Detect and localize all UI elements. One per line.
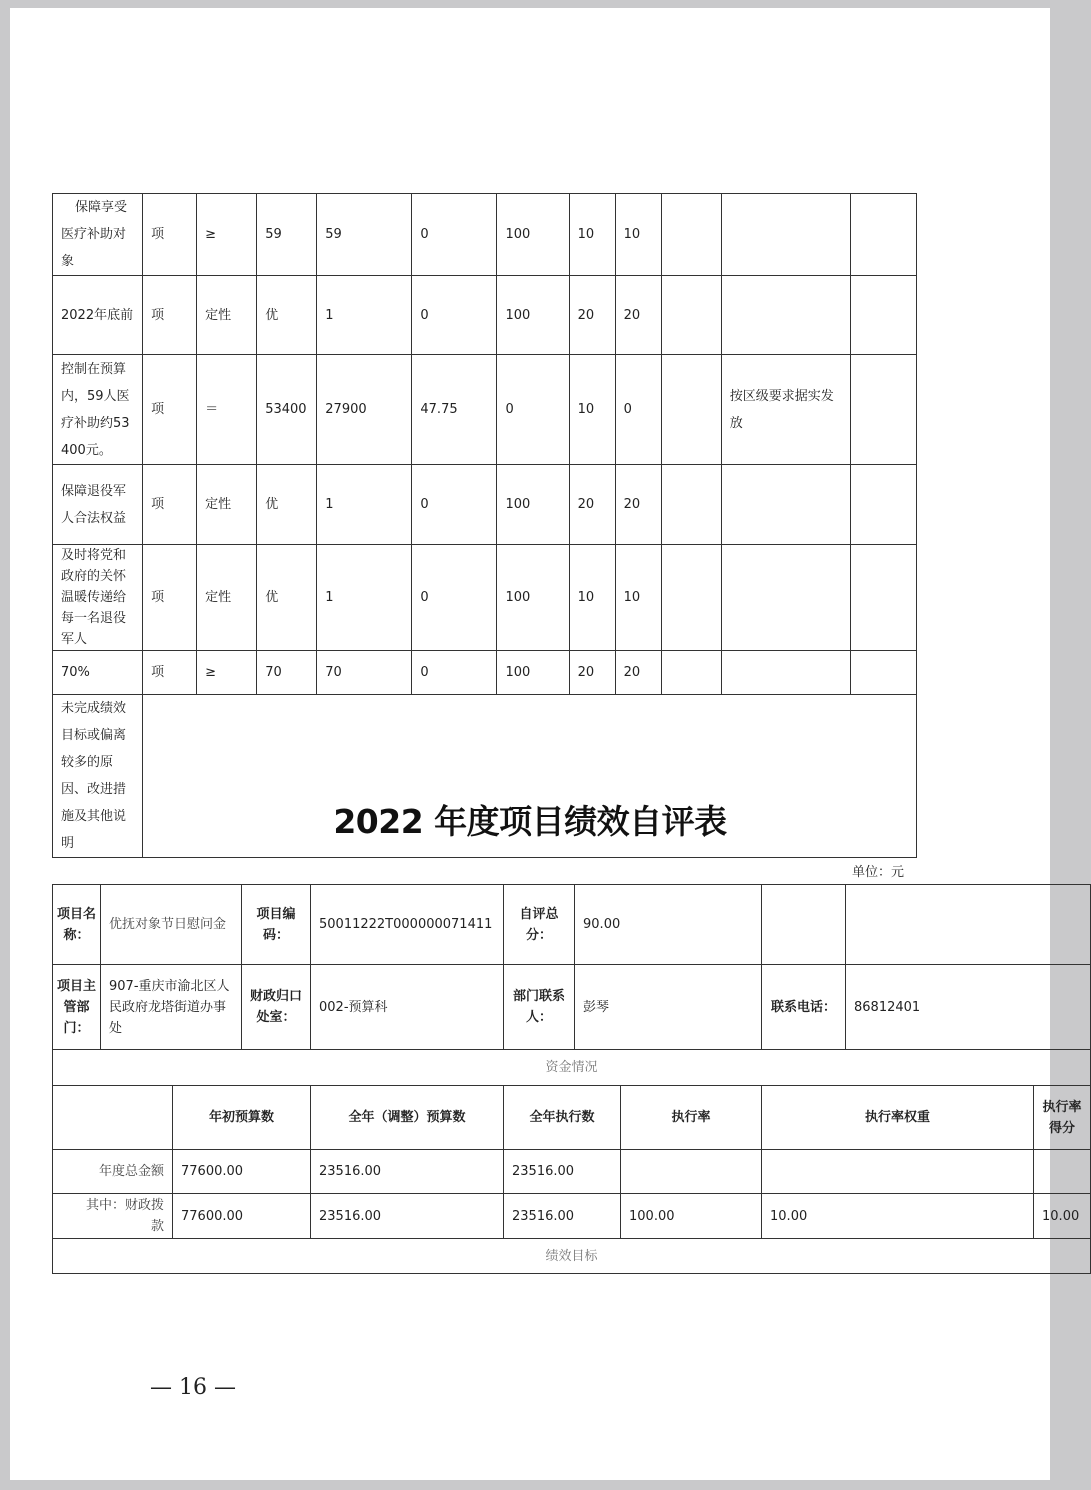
col-header-weight: 执行率权重	[762, 1086, 1034, 1150]
indicator-col12-cell	[850, 194, 916, 276]
indicator-col10-cell	[661, 465, 721, 545]
dept-label: 项目主管部门：	[53, 965, 101, 1050]
contact-value: 彭琴	[575, 965, 762, 1050]
indicator-col12-cell	[850, 651, 916, 695]
perf-section-header: 绩效目标	[53, 1239, 1091, 1274]
indicator-rate-cell: 100	[497, 194, 569, 276]
indicator-row	[53, 276, 917, 355]
indicator-rate-cell: 100	[497, 651, 569, 695]
funds-header-row	[53, 1086, 1091, 1150]
indicator-row	[53, 465, 917, 545]
indicator-unit-cell: 项	[143, 545, 197, 651]
indicator-weight-cell: 10	[569, 194, 615, 276]
indicator-actual-cell: 59	[317, 194, 412, 276]
funds-score: 10.00	[1034, 1194, 1091, 1239]
indicator-row	[53, 194, 917, 276]
indicator-deviation-cell: 0	[412, 465, 497, 545]
indicator-score-cell: 20	[615, 465, 661, 545]
indicator-rate-cell: 100	[497, 276, 569, 355]
indicator-name-cell: 保障退役军人合法权益	[53, 465, 143, 545]
indicator-rate-cell: 100	[497, 465, 569, 545]
indicator-target-cell: 优	[257, 465, 317, 545]
indicator-col12-cell	[850, 545, 916, 651]
funds-section-header: 资金情况	[53, 1050, 1091, 1086]
indicator-deviation-cell: 0	[412, 194, 497, 276]
indicator-row	[53, 651, 917, 695]
empty-cell	[846, 885, 1091, 965]
self-evaluation-form	[52, 884, 1091, 1274]
indicator-reason-cell: 按区级要求据实发放	[721, 355, 850, 465]
department-row	[53, 965, 1091, 1050]
empty-cell	[53, 1086, 173, 1150]
indicator-row	[53, 355, 917, 465]
funds-initial: 77600.00	[173, 1150, 311, 1194]
indicator-score-cell: 20	[615, 651, 661, 695]
indicator-col10-cell	[661, 545, 721, 651]
self-score-label: 自评总分：	[504, 885, 575, 965]
indicator-row	[53, 545, 917, 651]
funds-weight: 10.00	[762, 1194, 1034, 1239]
funds-executed: 23516.00	[504, 1194, 621, 1239]
indicator-name-cell: 控制在预算内，59人医疗补助约53400元。	[53, 355, 143, 465]
indicator-actual-cell: 1	[317, 276, 412, 355]
indicator-reason-cell	[721, 276, 850, 355]
finance-office-label: 财政归口处室：	[242, 965, 311, 1050]
indicator-op-cell: 定性	[197, 545, 257, 651]
indicator-weight-cell: 20	[569, 276, 615, 355]
indicator-col12-cell	[850, 355, 916, 465]
indicator-weight-cell: 10	[569, 355, 615, 465]
indicator-weight-cell: 10	[569, 545, 615, 651]
indicator-unit-cell: 项	[143, 276, 197, 355]
funds-row-label: 年度总金额	[53, 1150, 173, 1194]
indicator-target-cell: 70	[257, 651, 317, 695]
project-code-value: 50011222T000000071411	[311, 885, 504, 965]
indicator-actual-cell: 70	[317, 651, 412, 695]
indicator-op-cell: ≥	[197, 194, 257, 276]
indicator-unit-cell: 项	[143, 465, 197, 545]
indicator-op-cell: ≥	[197, 651, 257, 695]
indicator-col10-cell	[661, 194, 721, 276]
indicator-target-cell: 优	[257, 545, 317, 651]
funds-exec-rate	[621, 1150, 762, 1194]
col-header-executed: 全年执行数	[504, 1086, 621, 1150]
indicator-target-cell: 53400	[257, 355, 317, 465]
indicator-op-cell: 定性	[197, 465, 257, 545]
phone-label: 联系电话：	[762, 965, 846, 1050]
indicator-rate-cell: 100	[497, 545, 569, 651]
indicator-reason-cell	[721, 194, 850, 276]
indicator-deviation-cell: 0	[412, 276, 497, 355]
indicator-score-cell: 20	[615, 276, 661, 355]
indicator-actual-cell: 1	[317, 545, 412, 651]
funds-initial: 77600.00	[173, 1194, 311, 1239]
funds-executed: 23516.00	[504, 1150, 621, 1194]
funds-row-total	[53, 1150, 1091, 1194]
form-title: 2022 年度项目绩效自评表	[333, 802, 727, 841]
funds-weight	[762, 1150, 1034, 1194]
indicator-actual-cell: 1	[317, 465, 412, 545]
indicator-deviation-cell: 0	[412, 651, 497, 695]
indicator-name-cell: 保障享受医疗补助对象	[53, 194, 143, 276]
col-header-exec-rate: 执行率	[621, 1086, 762, 1150]
indicators-table	[52, 193, 917, 858]
indicator-actual-cell: 27900	[317, 355, 412, 465]
indicator-score-cell: 0	[615, 355, 661, 465]
funds-section-row	[53, 1050, 1091, 1086]
funds-row-label: 其中：财政拨款	[53, 1194, 173, 1239]
indicator-reason-cell	[721, 651, 850, 695]
empty-cell	[762, 885, 846, 965]
indicator-reason-cell	[721, 465, 850, 545]
footer-label: 未完成绩效目标或偏离较多的原因、改进措施及其他说明	[53, 695, 143, 858]
indicator-rate-cell: 0	[497, 355, 569, 465]
indicator-op-cell: 定性	[197, 276, 257, 355]
indicator-col10-cell	[661, 276, 721, 355]
indicator-unit-cell: 项	[143, 651, 197, 695]
col-header-initial: 年初预算数	[173, 1086, 311, 1150]
indicator-col12-cell	[850, 276, 916, 355]
funds-score	[1034, 1150, 1091, 1194]
funds-exec-rate: 100.00	[621, 1194, 762, 1239]
indicator-deviation-cell: 47.75	[412, 355, 497, 465]
unit-label: 单位：元	[852, 865, 905, 880]
funds-row-fiscal	[53, 1194, 1091, 1239]
indicator-unit-cell: 项	[143, 194, 197, 276]
funds-adjusted: 23516.00	[311, 1194, 504, 1239]
project-row	[53, 885, 1091, 965]
indicator-op-cell: ＝	[197, 355, 257, 465]
indicator-score-cell: 10	[615, 545, 661, 651]
indicator-weight-cell: 20	[569, 651, 615, 695]
indicator-name-cell: 2022年底前	[53, 276, 143, 355]
project-name-value: 优抚对象节日慰问金	[101, 885, 242, 965]
page-number: — 16 —	[150, 1375, 236, 1400]
indicator-weight-cell: 20	[569, 465, 615, 545]
finance-office-value: 002-预算科	[311, 965, 504, 1050]
contact-label: 部门联系人：	[504, 965, 575, 1050]
indicator-deviation-cell: 0	[412, 545, 497, 651]
project-code-label: 项目编码：	[242, 885, 311, 965]
funds-adjusted: 23516.00	[311, 1150, 504, 1194]
dept-value: 907-重庆市渝北区人民政府龙塔街道办事处	[101, 965, 242, 1050]
col-header-adjusted: 全年（调整）预算数	[311, 1086, 504, 1150]
col-header-score: 执行率得分	[1034, 1086, 1091, 1150]
perf-section-row	[53, 1239, 1091, 1274]
indicator-target-cell: 59	[257, 194, 317, 276]
project-name-label: 项目名称：	[53, 885, 101, 965]
indicator-col12-cell	[850, 465, 916, 545]
document-page	[10, 8, 1082, 1480]
indicator-reason-cell	[721, 545, 850, 651]
self-score-value: 90.00	[575, 885, 762, 965]
indicator-target-cell: 优	[257, 276, 317, 355]
phone-value: 86812401	[846, 965, 1091, 1050]
indicator-unit-cell: 项	[143, 355, 197, 465]
indicator-name-cell: 70%	[53, 651, 143, 695]
indicator-col10-cell	[661, 355, 721, 465]
indicator-name-cell: 及时将党和政府的关怀温暖传递给每一名退役军人	[53, 545, 143, 651]
indicator-col10-cell	[661, 651, 721, 695]
indicator-score-cell: 10	[615, 194, 661, 276]
